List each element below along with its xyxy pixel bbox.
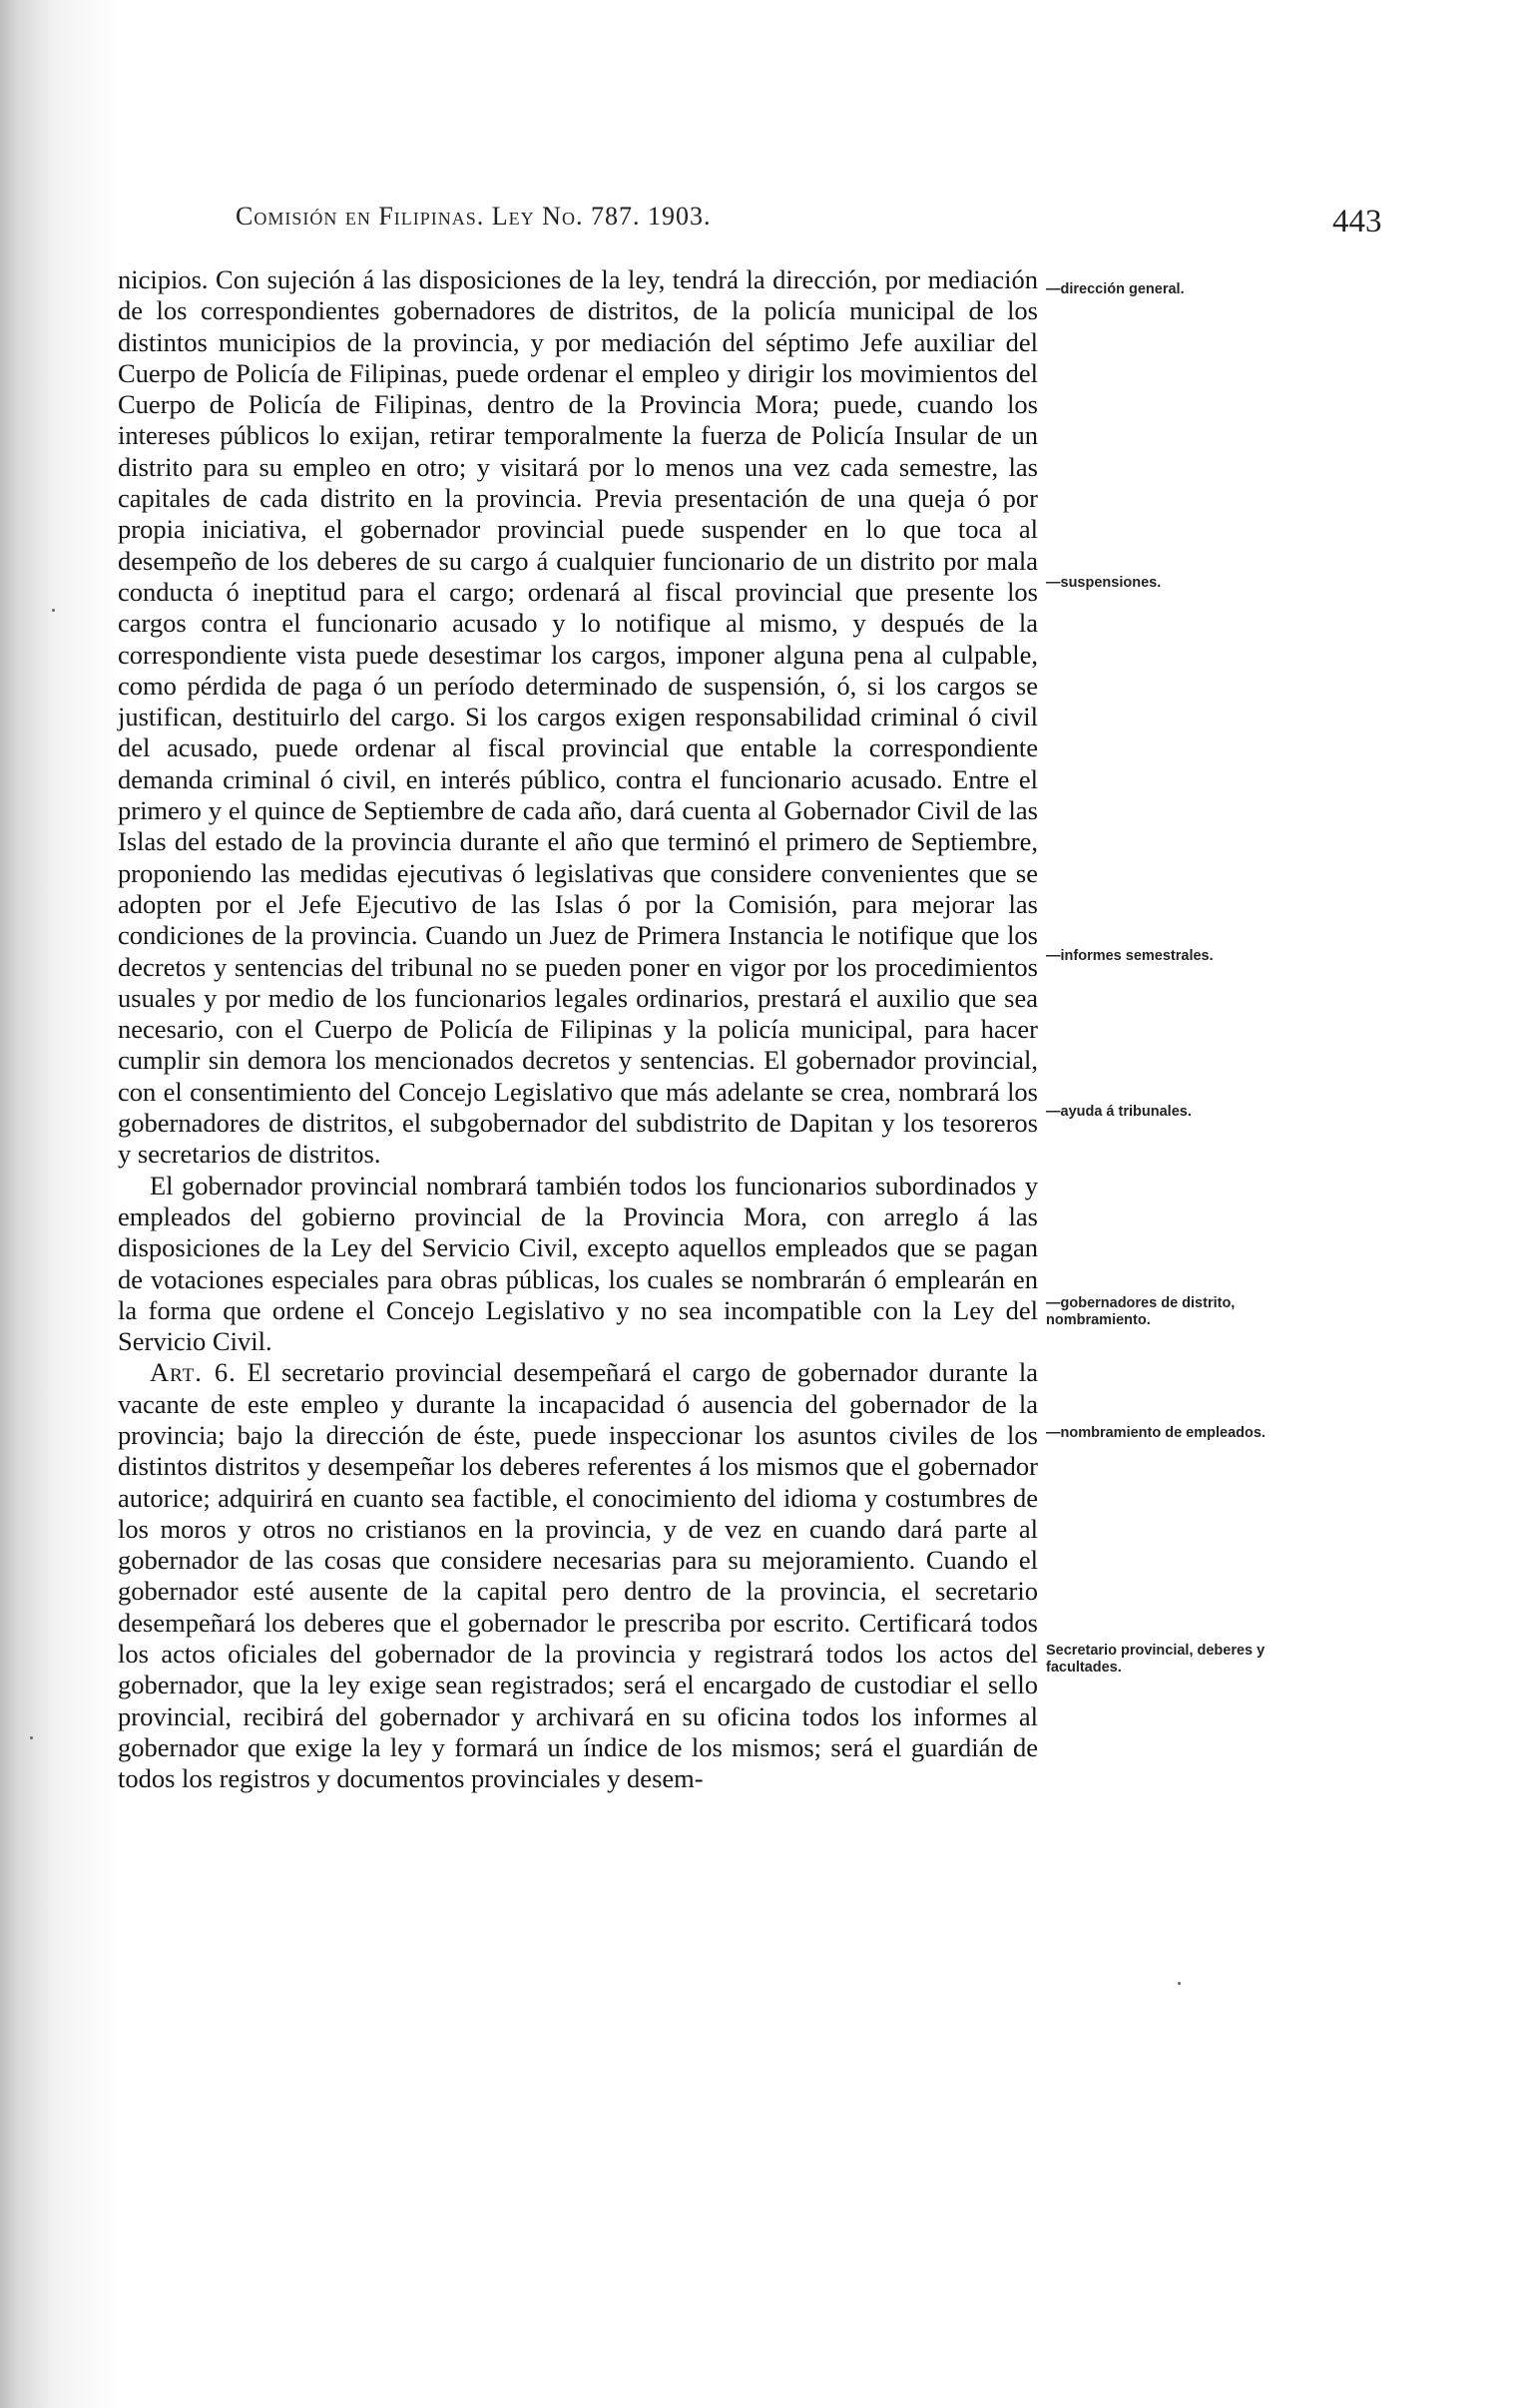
- margin-note-secretario-provincial: Secretario provincial, deberes y facultades.: [1046, 1643, 1266, 1676]
- scan-speck: [1178, 1982, 1181, 1985]
- margin-note-suspensiones: —suspensiones.: [1046, 575, 1162, 591]
- paragraph-3-text: El secretario provincial desempeñará el cargo de gobernador durante la vacante de este empleo y durante la incapacidad ó ausencia del gobernador de la provincia; bajo la dirección de éste, puede inspeccionar los asuntos civiles de los distintos distritos y desempeñar los deberes referentes á los mismos que el gobernador autorice; adquirirá en cuanto sea factible, el conocimiento del idioma y costumbres de los moros y otros no cristianos en la provincia, y de vez en cuando dará parte al gobernador de las cosas que considere necesarias para su mejoramiento. Cuando el gobernador esté ausente de la capital pero dentro de la provincia, el secretario desempeñará los deberes que el gobernador le prescriba por escrito. Certificará todos los actos oficiales del gobernador de la provincia y registrará todos los actos del gobernador, que la ley exige sean registrados; será el encargado de custodiar el sello provincial, recibirá del gobernador y archivará en su oficina todos los informes al gobernador que exige la ley y formará un índice de los mismos; será el guardián de todos los registros y documentos provinciales y desem-: [118, 1357, 1039, 1794]
- scan-speck: [52, 609, 55, 612]
- scan-speck: [30, 1736, 33, 1739]
- paragraph-2: El gobernador provincial nombrará también todos los funcionarios subordinados y empleados del gobierno provincial de la Provincia Mora, con arreglo á las disposiciones de la Ley del Servicio Civil, excepto aquellos empleados que se pagan de votaciones especiales para obras públicas, los cuales se nombrarán ó emplearán en la forma que ordene el Concejo Legislativo y no sea incompatible con la Ley del Servicio Civil.: [118, 1170, 1038, 1357]
- margin-note-ayuda-tribunales: —ayuda á tribunales.: [1046, 1104, 1192, 1120]
- paragraph-3: [118, 1357, 1038, 1794]
- main-text-column: [118, 264, 1038, 1795]
- margin-note-informes-semestrales: —informes semestrales.: [1046, 948, 1214, 964]
- margin-note-direccion-general: —dirección general.: [1046, 281, 1185, 297]
- paragraph-1: nicipios. Con sujeción á las disposiciones de la ley, tendrá la dirección, por mediación de los correspondientes gobernadores de distritos, de la policía municipal de los distintos municipios de la provincia, y por mediación del séptimo Jefe auxiliar del Cuerpo de Policía de Filipinas, puede ordenar el empleo y dirigir los movimientos del Cuerpo de Policía de Filipinas, dentro de la Provincia Mora; puede, cuando los intereses públicos lo exijan, retirar temporalmente la fuerza de Policía Insular de un distrito para su empleo en otro; y visitará por lo menos una vez cada semestre, las capitales de cada distrito en la provincia. Previa presentación de una queja ó por propia iniciativa, el gobernador provincial puede suspender en lo que toca al desempeño de los deberes de su cargo á cualquier funcionario de un distrito por mala conducta ó ineptitud para el cargo; ordenará al fiscal provincial que presente los cargos contra el funcionario acusado y lo notifique al mismo, y después de la correspondiente vista puede desestimar los cargos, imponer alguna pena al culpable, como pérdida de paga ó un período determinado de suspensión, ó, si los cargos se justifican, destituirlo del cargo. Si los cargos exigen responsabilidad criminal ó civil del acusado, puede ordenar al fiscal provincial que entable la correspondiente demanda criminal ó civil, en interés público, contra el funcionario acusado. Entre el primero y el quince de Septiembre de cada año, dará cuenta al Gobernador Civil de las Islas del estado de la provincia durante el año que terminó el primero de Septiembre, proponiendo las medidas ejecutivas ó legislativas que considere convenientes que se adopten por el Jefe Ejecutivo de las Islas ó por la Comisión, para mejorar las condiciones de la provincia. Cuando un Juez de Primera Instancia le notifique que los decretos y sentencias del tribunal no se pueden poner en vigor por los procedimientos usuales y por medio de los funcionarios legales ordinarios, prestará el auxilio que sea necesario, con el Cuerpo de Policía de Filipinas y la policía municipal, para hacer cumplir sin demora los mencionados decretos y sentencias. El gobernador provincial, con el consentimiento del Concejo Legislativo que más adelante se crea, nombrará los gobernadores de distritos, el subgobernador del subdistrito de Dapitan y los tesoreros y secretarios de distritos.: [118, 264, 1038, 1170]
- running-title: Comisión en Filipinas. Ley No. 787. 1903.: [236, 202, 712, 231]
- margin-note-gobernadores-distrito: —gobernadores de distrito, nombramiento.: [1046, 1295, 1236, 1328]
- margin-note-nombramiento-empleados: —nombramiento de empleados.: [1046, 1425, 1266, 1441]
- page-number: 443: [1332, 204, 1382, 240]
- article-label: Art. 6.: [150, 1357, 237, 1388]
